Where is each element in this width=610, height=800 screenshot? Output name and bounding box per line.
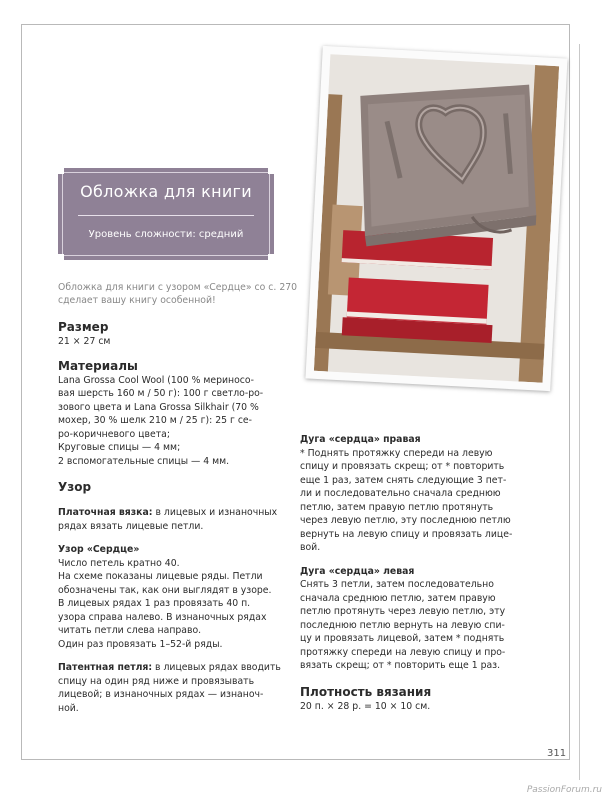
intro-text: Обложка для книги с узором «Сердце» со с. 270 сделает вашу книгу особенной! [58,282,298,306]
materials-line: вая шерсть 160 м / 50 г): 100 г светло-ро- [58,388,264,399]
pattern-heading: Узор [58,480,92,494]
arc-left-line: Снять 3 петли, затем последовательно [300,579,494,590]
heart-line: Один раз провязать 1–52-й ряды. [58,638,223,650]
heart-line: Число петель кратно 40. [58,557,180,569]
garter-line: в лицевых и изнаночных [152,507,278,518]
title-box [58,168,274,260]
difficulty-level: Уровень сложности: средний [88,229,244,240]
left-column [58,320,298,715]
patent-line: в лицевых рядах вводить [152,662,281,673]
arc-right-line: ли и последовательно сначала среднюю [300,488,501,499]
patent-stitch-paragraph [58,661,298,675]
arc-left-line: сначала среднюю петлю, затем правую [300,592,496,604]
page-number: 311 [547,748,567,759]
heart-line: читать петли слева направо. [58,625,202,636]
arc-left-line: протяжку спереди на левую спицу и про- [300,646,506,658]
patent-line: ной. [58,702,79,714]
materials-line: Lana Grossa Cool Wool (100 % мериносо- [58,374,254,386]
right-column [300,433,540,713]
patent-stitch-title: Патентная петля: [58,662,153,673]
arc-right-line: вой. [300,542,321,553]
heart-pattern-title: Узор «Сердце» [58,544,140,555]
title-box-corner [268,254,274,260]
materials-line: ро-коричневого цвета; [58,428,170,440]
title-box-corner [58,168,64,174]
materials-heading: Материалы [58,358,138,373]
materials-line: 2 вспомогательные спицы — 4 мм. [58,455,230,467]
arc-right-line: петлю, затем правую петлю протянуть [300,501,494,513]
materials-line: зового цвета и Lana Grossa Silkhair (70 % [58,401,259,413]
photo-illustration [314,54,559,383]
patent-line: лицевой; в изнаночных рядах — изнаноч- [58,689,264,700]
arc-right-title: Дуга «сердца» правая [300,434,421,445]
site-watermark: PassionForum.ru [526,785,602,795]
arc-left-title: Дуга «сердца» левая [300,565,415,577]
arc-left-line: петлю протянуть через левую петлю, эту [300,606,506,617]
materials-line: мохер, 30 % шелк 210 м / 25 г): 25 г се- [58,415,252,426]
heart-line: узора справа налево. В изнаночных рядах [58,611,267,623]
garter-line: рядах вязать лицевые петли. [58,520,204,532]
density-text: 20 п. × 28 р. = 10 × 10 см. [300,700,431,712]
heart-line: На схеме показаны лицевые ряды. Петли [58,571,263,582]
arc-right-line: вернуть на левую спицу и провязать лице- [300,528,513,540]
size-heading: Размер [58,320,109,334]
photo-frame [305,46,567,391]
arc-left-line: вязать скрещ; от * повторить еще 1 раз. [300,660,501,671]
heart-line: обозначены так, как они выглядят в узоре. [58,584,272,596]
size-text: 21 × 27 см [58,336,111,347]
arc-right-line: еще 1 раз, затем снять следующие 3 пет- [300,474,507,486]
materials-line: Круговые спицы — 4 мм; [58,442,181,453]
title-box-corner [268,168,274,174]
page-title: Обложка для книги [80,182,252,201]
title-divider [78,215,254,216]
arc-right-line: * Поднять протяжку спереди на левую [300,447,493,459]
title-box-corner [58,254,64,260]
right-margin-rule [579,44,580,780]
book-cover-photo [314,54,559,383]
arc-left-line: цу и провязать лицевой, затем * поднять [300,633,505,644]
arc-left-line: последнюю петлю вернуть на левую спи- [300,619,505,631]
garter-stitch-title: Платочная вязка: [58,507,153,518]
patent-line: спицу на один ряд ниже и провязывать [58,675,255,687]
arc-right-line: через левую петлю, эту последнюю петлю [300,515,511,526]
arc-right-line: спицу и провязать скрещ; от * повторить [300,461,505,472]
heart-line: В лицевых рядах 1 раз провязать 40 п. [58,598,251,609]
garter-stitch-paragraph [58,506,298,520]
density-heading: Плотность вязания [300,684,432,699]
